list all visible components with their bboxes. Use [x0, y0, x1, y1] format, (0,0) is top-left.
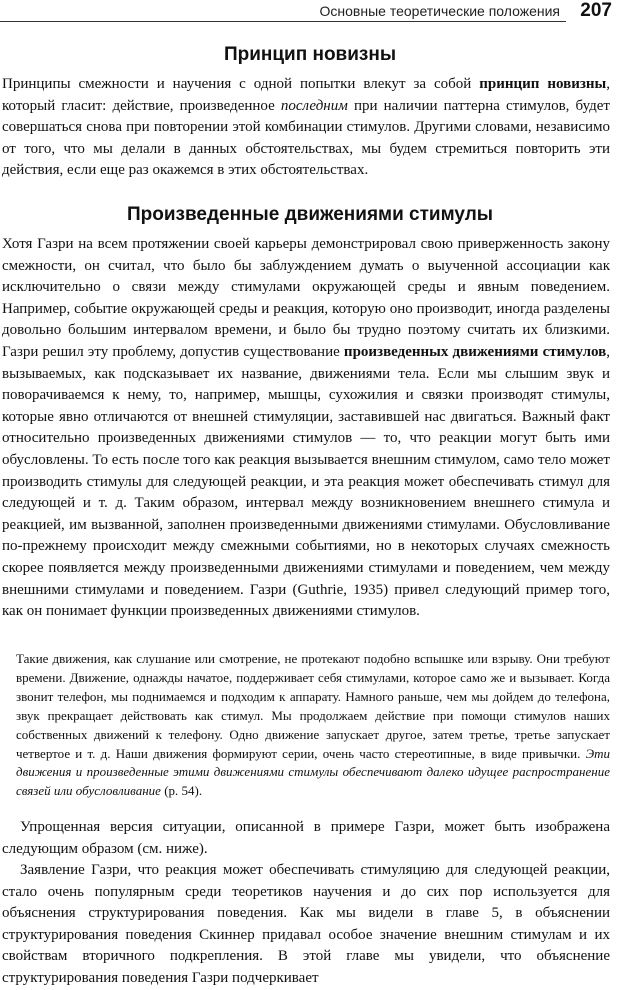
text-run: , который гласит: действие, произведенное	[2, 76, 610, 114]
running-title: Основные теоретические положения	[319, 3, 560, 19]
paragraph-simplified: Упрощенная версия ситуации, описанной в примере Газри, может быть изображена следующим образом (см. ниже).	[2, 819, 610, 857]
bold-term: произведенных движениями стимулов	[343, 343, 607, 360]
paragraph-statement: Заявление Газри, что реакция может обеспечивать стимуляцию для следующей реакции, стало очень популярным среди теоретиков научения и до сих пор используется для объяснения структурирования поведения. Как мы видели в главе 5, в объяснении структурирования поведения Скиннер придавал особое значение внешним стимулам и их свойствам вторичного подкрепления. В этой главе мы увидели, что объяснение структурирования поведения Газри подчеркивает	[2, 862, 610, 986]
text-run: Принципы смежности и научения с одной попытки влекут за собой	[2, 76, 480, 92]
text-run: , вызываемых, как подсказывает их название, движениями тела. Если мы слышим звук и поворачиваемся к нему, то, например, мышцы, сухожилия и связки производят стимулы, которые явно отличаются от внешней стимуляции, заставившей нас двигаться. Важный факт относительно произведенных движениями стимулов — то, что реакции могут быть ими обусловлены. То есть после того как реакция вызывается внешним стимулом, само тело может производить стимулы для следующей реакции, и эта реакция может обеспечивать стимул для следующей и т. д. Таким образом, интервал между возникновением внешнего стимула и реакцией, им вызванной, заполнен произведенными движениями стимулами. Обусловливание по-прежнему происходит между смежными событиями, но в некоторых случаях смежность скорее появляется между произведенными движениями стимулами и поведением, чем между внешними стимулами и поведением. Газри (Guthrie, 1935) привел следующий пример того, как он понимает функции произведенных движениями стимулов.	[2, 343, 610, 620]
text-run: при наличии паттерна стимулов, будет совершаться снова при повторении этой комбинации стимулов. Другими словами, независимо от того, что мы делали в данных обстоятельствах, мы будем стремиться повторить эти действия, если еще раз окажемся в этих обстоятельствах.	[2, 97, 610, 179]
page-header	[0, 0, 620, 22]
paragraph-movement-stimuli	[2, 234, 610, 623]
italic-term: последним	[280, 97, 348, 114]
text-run: Хотя Газри на всем протяжении своей карьеры демонстрировал свою приверженность закону смежности, он считал, что было бы заблуждением думать о выученной ассоциации как исключительно о связи между стимулами окружающей среды и явным поведением. Например, событие окружающей среды и реакция, которую оно производит, иногда разделены довольно большим интервалом времени, и было бы трудно поэтому считать их близкими. Газри решил эту проблему, допустив существование	[2, 236, 610, 360]
bold-term: принцип новизны	[479, 76, 607, 92]
section-title-novelty: Принцип новизны	[223, 44, 397, 65]
header-rule	[0, 21, 566, 22]
guthrie-quote	[16, 650, 610, 801]
quote-citation: (р. 54).	[160, 783, 203, 799]
page-number: 207	[580, 0, 612, 21]
paragraph-novelty	[2, 74, 610, 182]
quote-italic: Эти движения и произведенные этими движениями стимулы обеспечивают далеко идущее распространение связей или обусловливание	[16, 745, 610, 799]
quote-run: Такие движения, как слушание или смотрение, не протекают подобно вспышке или взрыву. Они требуют времени. Движение, однажды начатое, поддерживает себя стимулами, которое само же и вызывает. Когда звонит телефон, мы поднимаемся и подходим к аппарату. Намного раньше, чем мы дойдем до телефона, звук прекращает действовать как стимул. Мы продолжаем действие при помощи стимулов наших собственных движений к телефону. Одно движение запускает другое, затем третье, третье запускает четвертое и т. д. Наши движения формируют серии, очень часто стереотипные, в виде привычки.	[16, 651, 610, 761]
section-title-movement-stimuli: Произведенные движениями стимулы	[126, 204, 494, 225]
